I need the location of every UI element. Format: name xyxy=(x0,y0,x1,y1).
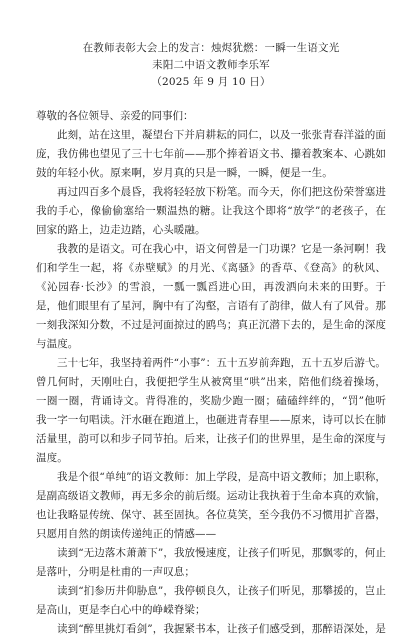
speech-title: 在教师表彰大会上的发言：烛烬犹燃：一瞬一生语文光 xyxy=(82,42,340,54)
paragraph-6: 读到“无边落木萧萧下”，我放慢速度，让孩子们听见，那飘零的，何止是落叶，分明是杜甫的一声叹息； xyxy=(36,547,386,578)
paragraph-8: 读到“醉里挑灯看剑”，我握紧书本，让孩子们感受到，那醉语深处，是 xyxy=(57,623,386,635)
paragraph-7: 读到“扪参历井仰胁息”，我停顿良久，让孩子们听见，那攀援的，岂止是高山，更是李白心中的峥嵘脊梁； xyxy=(36,585,386,616)
speech-author: 耒阳二中语文教师李乐军 xyxy=(152,59,270,71)
speech-header xyxy=(36,40,386,91)
speech-date: （2025 年 9 月 10 日） xyxy=(151,76,271,88)
paragraph-4: 三十七年，我坚持着两件“小事”：五十五岁前奔跑，五十五岁后游弋。曾几何时，天刚吐白，我便把学生从被窝里“哄”出来，陪他们绕着操场，一圈一圈，背诵诗文。背得准的，奖励少跑一圈；磕磕绊绊的，“罚”他听我一字一句唱读。汗水砸在跑道上，也砸进青春里——原来，诗可以长在肺活量里，韵可以和步子同节拍。后来，让孩子们的世界里，是生命的深度与温度。 xyxy=(36,357,386,464)
paragraph-3: 我教的是语文。可在我心中，语文何曾是一门功课？它是一条河啊！我们和学生一起，将《赤壁赋》的月光、《离骚》的香草、《登高》的秋风、《沁园春·长沙》的雪浪，一瓢一瓢舀进心田，再泼洒向未来的田野。于是，他们眼里有了星河，胸中有了沟壑，言语有了韵律，做人有了风骨。那一刻我深知分数，不过是河面掠过的鸥鸟；真正沉潜下去的，是生命的深度与温度。 xyxy=(36,243,386,350)
greeting: 尊敬的各位领导、亲爱的同事们： xyxy=(36,110,194,122)
paragraph-5: 我是个很“单纯”的语文教师：加上学段，是高中语文教师；加上职称，是副高级语文教师，再无多余的前后缀。运动让我执着于生命本真的欢愉，也让我略显传统、保守、甚至固执。各位莫笑，至今我仍不习惯用扩音器，只愿用自然的朗读传递纯正的情感—— xyxy=(36,471,386,540)
paragraph-2: 再过四百多个晨昏，我将轻轻放下粉笔。而今天，你们把这份荣誉塞进我的手心，像偷偷塞给一颗温热的糖。让我这个即将“放学”的老孩子，在回家的路上，边走边踏，心头暖融。 xyxy=(36,186,386,236)
paragraph-1: 此刻，站在这里，凝望台下并肩耕耘的同仁，以及一张张青春洋溢的面庞，我仿佛也望见了三十七年前——那个捧着语文书、攥着教案本、心跳如鼓的年轻小伙。原来啊，岁月真的只是一瞬，一瞬，便是一生。 xyxy=(36,129,386,179)
